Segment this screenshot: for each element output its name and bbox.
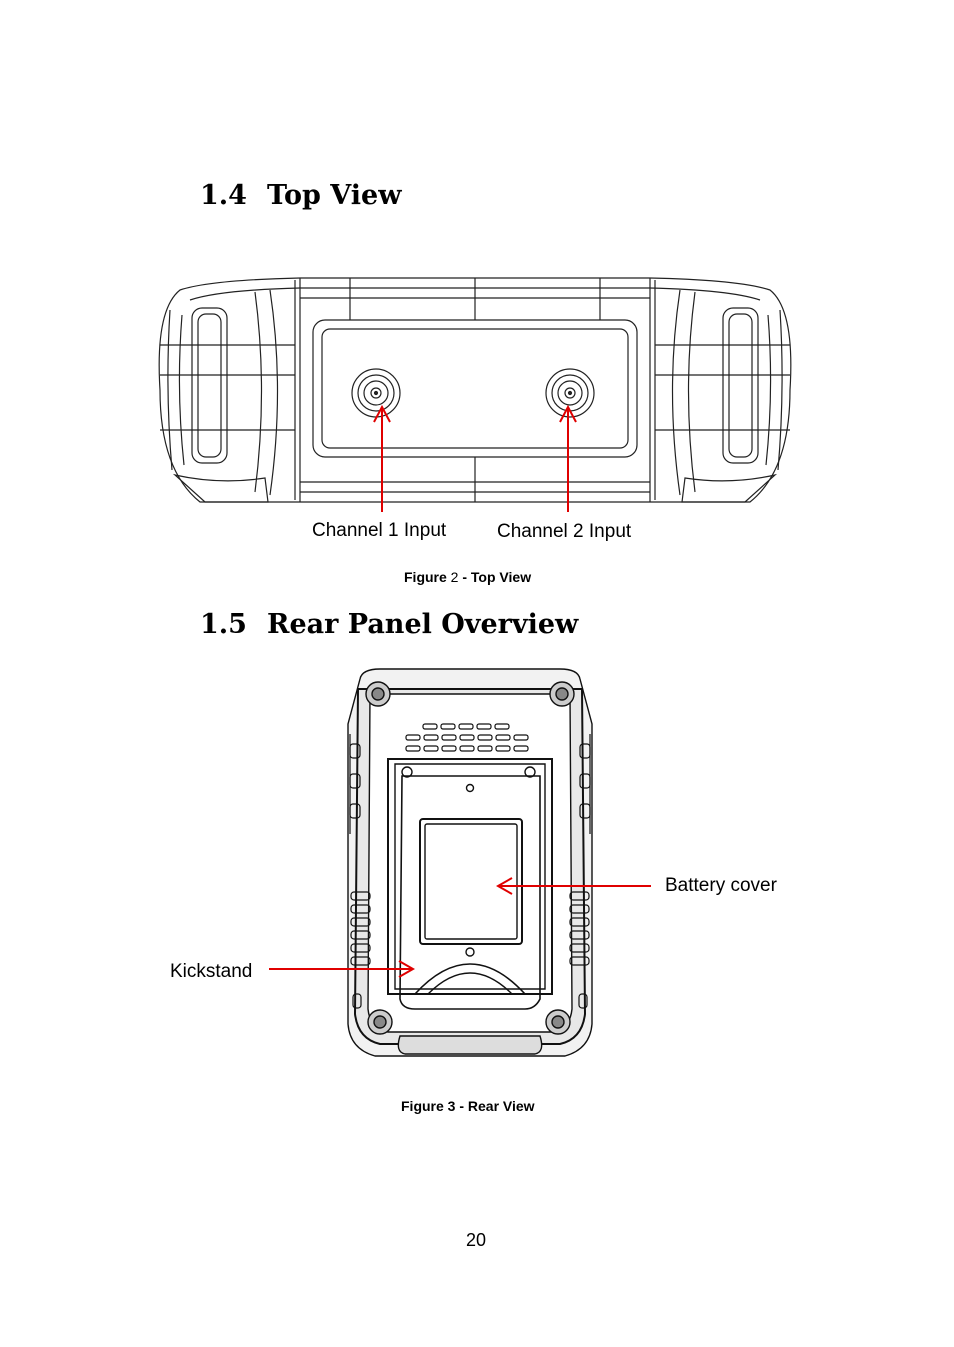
section-title: Rear Panel Overview: [267, 609, 579, 640]
battery-cover-label: Battery cover: [665, 875, 777, 896]
kickstand-label: Kickstand: [170, 961, 253, 982]
caption-prefix: Figure: [404, 569, 447, 585]
section-title: Top View: [267, 180, 402, 211]
page-number: 20: [466, 1230, 487, 1250]
figure3-caption: Figure 3 - Rear View: [401, 1098, 535, 1114]
caption-separator: -: [458, 569, 471, 585]
caption-text: Top View: [470, 569, 532, 585]
channel2-input-label: Channel 2 Input: [497, 521, 632, 542]
caption-number: 2: [450, 569, 459, 585]
channel1-input-label: Channel 1 Input: [312, 520, 447, 541]
section-number: 1.4: [200, 180, 247, 211]
section-number: 1.5: [200, 609, 247, 640]
